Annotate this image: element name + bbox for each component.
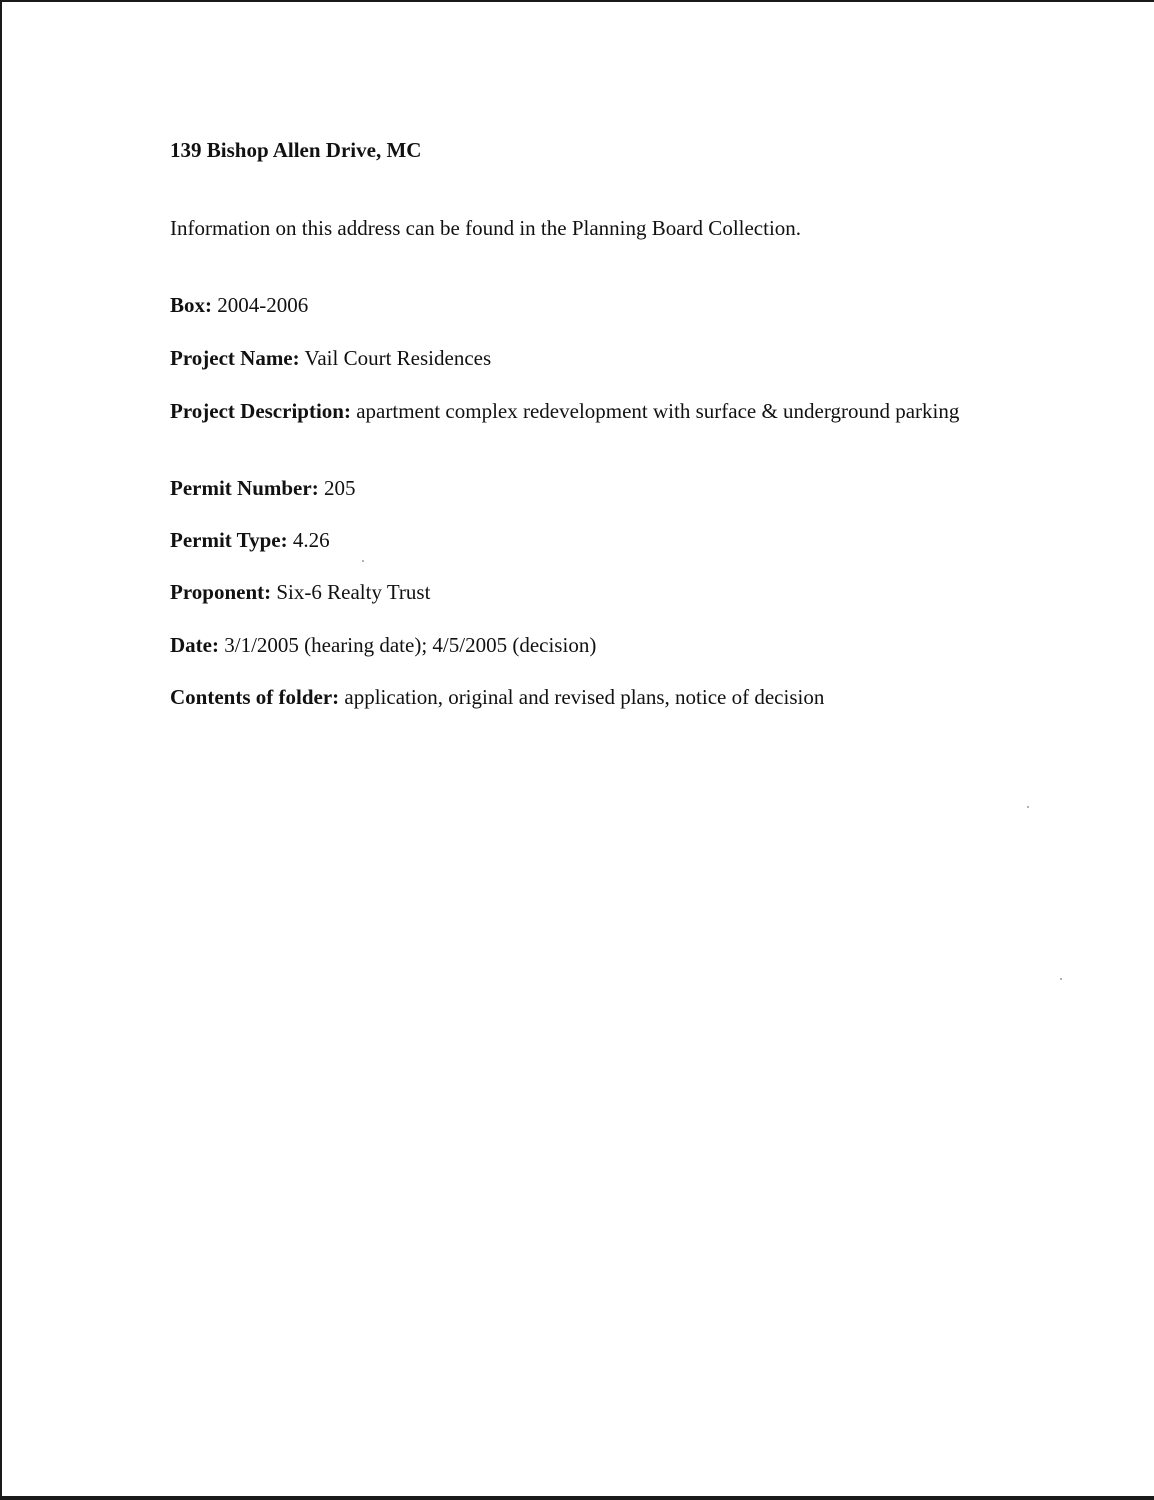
scan-speck — [362, 560, 364, 562]
field-proponent-label: Proponent: — [170, 580, 272, 604]
scan-speck — [1027, 806, 1029, 808]
field-proponent — [170, 580, 430, 604]
field-permit-type-value: 4.26 — [292, 528, 330, 552]
scan-speck — [1060, 978, 1062, 980]
field-project-name — [170, 346, 491, 370]
document-heading: 139 Bishop Allen Drive, MC — [170, 138, 422, 162]
field-permit-number-value: 205 — [323, 476, 356, 500]
field-box-value: 2004-2006 — [217, 293, 309, 317]
field-permit-type-label: Permit Type: — [170, 528, 288, 552]
field-proponent-value: Six-6 Realty Trust — [276, 580, 431, 604]
scan-edge-left — [0, 0, 2, 1500]
field-contents-label: Contents of folder: — [170, 685, 340, 709]
field-date-value: 3/1/2005 (hearing date); 4/5/2005 (decision) — [224, 633, 597, 657]
scan-edge-bottom — [0, 1496, 1154, 1500]
field-project-description — [170, 399, 970, 423]
field-project-description-value: apartment complex redevelopment with surface & underground parking — [356, 399, 960, 423]
field-permit-type — [170, 528, 330, 552]
field-project-name-value: Vail Court Residences — [304, 346, 492, 370]
field-contents-value: application, original and revised plans, notice of decision — [344, 685, 825, 709]
field-box — [170, 293, 308, 317]
field-date-label: Date: — [170, 633, 219, 657]
field-permit-number-label: Permit Number: — [170, 476, 319, 500]
field-contents-of-folder — [170, 685, 824, 709]
field-date — [170, 633, 596, 657]
field-permit-number — [170, 476, 355, 500]
intro-text: Information on this address can be found in the Planning Board Collection. — [170, 216, 802, 240]
scan-edge-top — [0, 0, 1154, 2]
field-project-description-label: Project Description: — [170, 399, 351, 423]
field-project-name-label: Project Name: — [170, 346, 300, 370]
field-box-label: Box: — [170, 293, 212, 317]
